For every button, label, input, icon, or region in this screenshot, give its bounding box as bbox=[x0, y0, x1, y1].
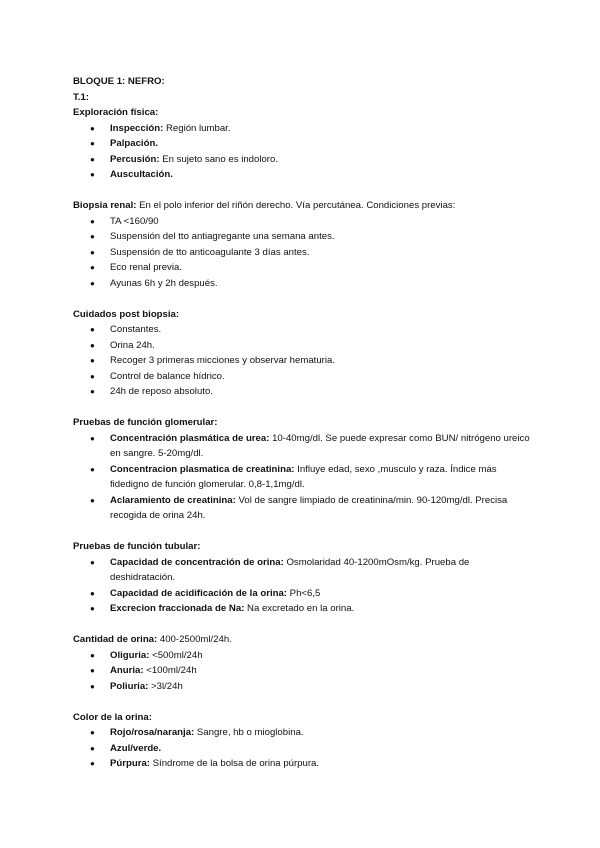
item-text: 24h de reposo absoluto. bbox=[110, 386, 213, 397]
item-label: Capacidad de acidificación de la orina: bbox=[110, 587, 288, 599]
bullet-icon: ● bbox=[90, 247, 95, 257]
list-item bbox=[73, 245, 533, 261]
list-item bbox=[73, 555, 533, 586]
list-item bbox=[73, 369, 533, 385]
item-label: Inspección: bbox=[110, 122, 164, 134]
bullet-icon: ● bbox=[90, 650, 95, 660]
item-text: 10-40mg/dl. Se puede expresar como BUN/ nitrógeno ureico en sangre. 5-20mg/dl. bbox=[110, 432, 530, 459]
item-text: Suspensión del tto antiagregante una semana antes. bbox=[110, 231, 335, 242]
bullet-icon: ● bbox=[90, 371, 95, 381]
bullet-icon: ● bbox=[90, 325, 95, 334]
bullet-icon: ● bbox=[90, 604, 95, 613]
item-text: TA <160/90 bbox=[110, 215, 159, 227]
section-title-color: Color de la orina: bbox=[73, 711, 152, 723]
bullet-icon: ● bbox=[90, 356, 95, 365]
item-text: Ayunas 6h y 2h después. bbox=[110, 277, 218, 289]
bullet-icon: ● bbox=[90, 278, 95, 288]
bullet-icon: ● bbox=[90, 170, 95, 179]
list-exploracion bbox=[73, 121, 533, 183]
list-item bbox=[73, 260, 533, 276]
bullet-icon: ● bbox=[90, 139, 95, 148]
item-label: Concentracion plasmatica de creatinina: bbox=[110, 463, 295, 475]
item-text: En sujeto sano es indoloro. bbox=[159, 153, 278, 165]
item-text: Osmolaridad 40-1200mOsm/kg. Prueba de deshidratación. bbox=[110, 556, 470, 583]
list-biopsia bbox=[73, 214, 533, 292]
list-item bbox=[73, 493, 533, 524]
section-title-cantidad: Cantidad de orina: bbox=[73, 634, 158, 645]
item-text: Na excretado en la orina. bbox=[244, 603, 355, 614]
item-label: Palpación. bbox=[110, 138, 158, 149]
item-text: Suspensión de tto anticoagulante 3 días antes. bbox=[110, 246, 310, 258]
item-label: Aclaramiento de creatinina: bbox=[110, 494, 236, 506]
section-cantidad-intro bbox=[73, 632, 533, 648]
bullet-icon: ● bbox=[90, 681, 95, 691]
list-item bbox=[73, 229, 533, 245]
bullet-icon: ● bbox=[90, 340, 95, 350]
list-item bbox=[73, 648, 533, 664]
bullet-icon: ● bbox=[90, 387, 95, 396]
item-label: Anuria: bbox=[110, 665, 144, 676]
list-item bbox=[73, 601, 533, 617]
bullet-icon: ● bbox=[90, 759, 95, 768]
item-text: Síndrome de la bolsa de orina púrpura. bbox=[149, 758, 320, 769]
bullet-icon: ● bbox=[90, 216, 95, 226]
item-text: Ph<6,5 bbox=[287, 587, 321, 599]
section-title-exploracion: Exploración física: bbox=[73, 107, 159, 118]
list-item bbox=[73, 663, 533, 679]
document-content bbox=[73, 74, 533, 772]
item-text: <500ml/24h bbox=[149, 649, 203, 661]
list-color bbox=[73, 725, 533, 772]
item-text: >3l/24h bbox=[148, 680, 183, 692]
item-label: Percusión: bbox=[110, 153, 160, 165]
item-label: Excrecion fraccionada de Na: bbox=[110, 603, 245, 614]
bullet-icon: ● bbox=[90, 433, 95, 443]
section-title-glomerular: Pruebas de función glomerular: bbox=[73, 417, 218, 428]
bullet-icon: ● bbox=[90, 743, 95, 753]
list-item bbox=[73, 431, 533, 462]
bullet-icon: ● bbox=[90, 495, 95, 505]
bullet-icon: ● bbox=[90, 666, 95, 675]
item-text: Eco renal previa. bbox=[110, 262, 182, 273]
list-tubular bbox=[73, 555, 533, 617]
document-heading: BLOQUE 1: NEFRO: bbox=[73, 76, 165, 87]
item-label: Capacidad de concentración de orina: bbox=[110, 556, 284, 568]
bullet-icon: ● bbox=[90, 232, 95, 241]
item-label: Rojo/rosa/naranja: bbox=[110, 727, 195, 738]
bullet-icon: ● bbox=[90, 728, 95, 737]
item-label: Azul/verde. bbox=[110, 742, 162, 754]
item-text: Región lumbar. bbox=[163, 122, 231, 134]
list-item bbox=[73, 679, 533, 695]
item-label: Poliuria: bbox=[110, 680, 149, 692]
list-item bbox=[73, 586, 533, 602]
bullet-icon: ● bbox=[90, 263, 95, 272]
bullet-icon: ● bbox=[90, 557, 95, 567]
list-item bbox=[73, 214, 533, 230]
list-item bbox=[73, 322, 533, 338]
item-text: Influye edad, sexo ,musculo y raza. Índice más fidedigno de función glomerular. 0,8-1,1mg/dl. bbox=[110, 463, 497, 490]
list-item bbox=[73, 741, 533, 757]
item-text: Recoger 3 primeras micciones y observar hematuria. bbox=[110, 355, 336, 366]
list-item bbox=[73, 338, 533, 354]
topic-heading: T.1: bbox=[73, 91, 89, 103]
list-item bbox=[73, 353, 533, 369]
item-text: Vol de sangre limpiado de creatinina/min. 90-120mg/dl. Precisa recogida de orina 24h. bbox=[110, 494, 508, 521]
item-label: Púrpura: bbox=[110, 758, 150, 769]
item-label: Concentración plasmática de urea: bbox=[110, 432, 270, 444]
list-item bbox=[73, 725, 533, 741]
item-label: Oliguria: bbox=[110, 649, 150, 661]
list-item bbox=[73, 276, 533, 292]
bullet-icon: ● bbox=[90, 123, 95, 133]
list-glomerular bbox=[73, 431, 533, 524]
bullet-icon: ● bbox=[90, 588, 95, 598]
item-label: Auscultación. bbox=[110, 169, 173, 180]
section-title-biopsia: Biopsia renal: bbox=[73, 200, 137, 211]
bullet-icon: ● bbox=[90, 464, 95, 474]
section-intro-text: 400-2500ml/24h. bbox=[157, 634, 232, 645]
section-title-tubular: Pruebas de función tubular: bbox=[73, 541, 201, 552]
list-item bbox=[73, 384, 533, 400]
item-text: Control de balance hídrico. bbox=[110, 370, 225, 382]
item-text: Constantes. bbox=[110, 324, 162, 335]
list-item bbox=[73, 136, 533, 152]
list-item bbox=[73, 152, 533, 168]
item-text: Orina 24h. bbox=[110, 339, 155, 351]
list-item bbox=[73, 121, 533, 137]
list-item bbox=[73, 167, 533, 183]
list-cuidados bbox=[73, 322, 533, 400]
list-cantidad bbox=[73, 648, 533, 695]
list-item bbox=[73, 756, 533, 772]
section-intro-text: En el polo inferior del riñón derecho. Vía percutánea. Condiciones previas: bbox=[136, 200, 456, 211]
section-biopsia-intro bbox=[73, 198, 533, 214]
item-text: <100ml/24h bbox=[143, 665, 197, 676]
list-item bbox=[73, 462, 533, 493]
section-title-cuidados: Cuidados post biopsia: bbox=[73, 308, 180, 320]
item-text: Sangre, hb o mioglobina. bbox=[194, 727, 304, 738]
bullet-icon: ● bbox=[90, 154, 95, 164]
